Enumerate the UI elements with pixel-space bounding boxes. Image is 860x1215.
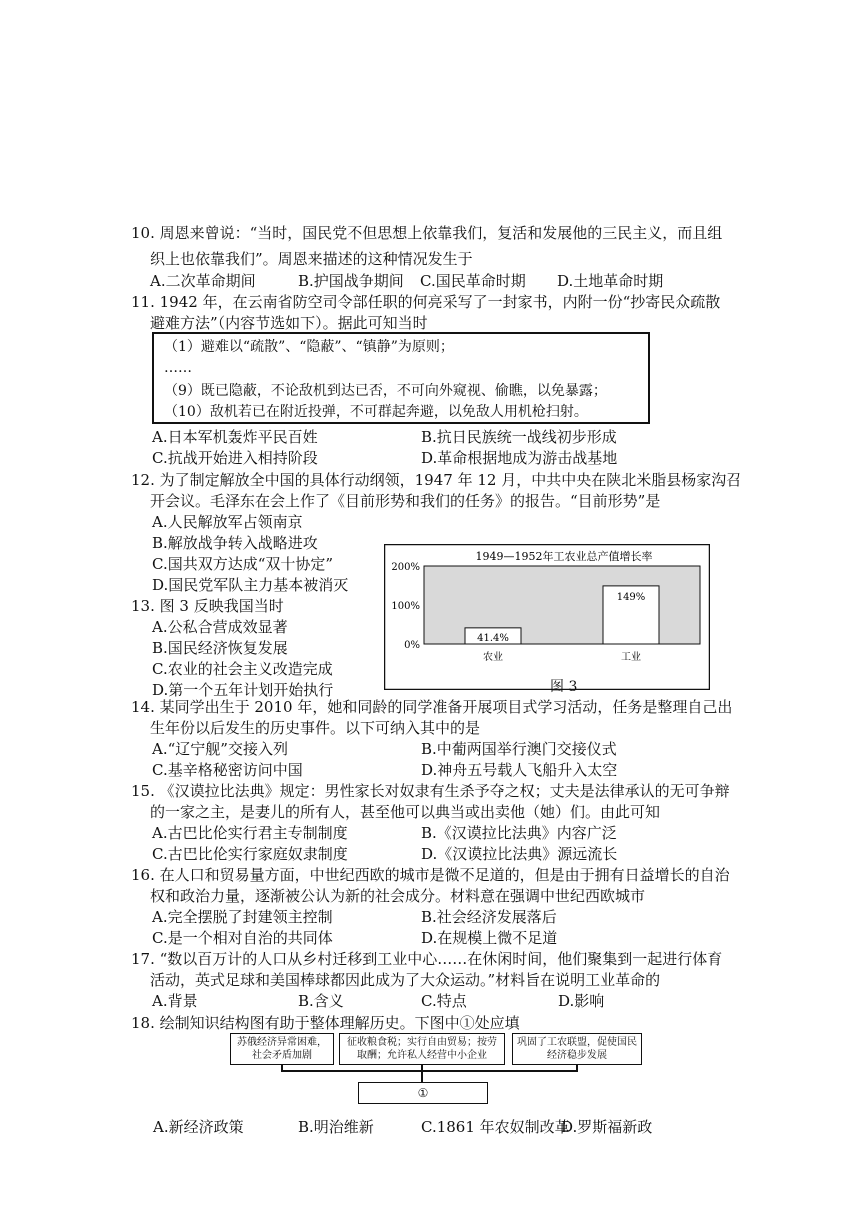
q12-stem-line1: 12. 为了制定解放全中国的具体行动纲领，1947 年 12 月，中共中央在陕北米脂县杨家沟召 xyxy=(131,471,742,489)
q13-option-b[interactable]: B.国民经济恢复发展 xyxy=(152,639,288,657)
q11-quote-line3: （9）既已隐蔽，不论敌机到达已否，不可向外窥视、偷瞧，以免暴露； xyxy=(164,383,607,399)
q10-option-c[interactable]: C.国民革命时期 xyxy=(420,272,526,290)
y-tick-label: 200% xyxy=(391,562,420,573)
q18-connector-horizontal xyxy=(281,1070,578,1072)
chart-title: 1949—1952年工农业总产值增长率 xyxy=(475,550,653,563)
q11-option-c[interactable]: C.抗战开始进入相持阶段 xyxy=(152,449,318,467)
q16-option-c[interactable]: C.是一个相对自治的共同体 xyxy=(152,929,333,947)
q18-option-a[interactable]: A.新经济政策 xyxy=(153,1118,244,1136)
q15-option-c[interactable]: C.古巴比伦实行家庭奴隶制度 xyxy=(152,845,348,863)
q11-quote-line1: （1）避难以“疏散”、“隐蔽”、“镇静”为原则； xyxy=(164,339,454,355)
q14-option-b[interactable]: B.中葡两国举行澳门交接仪式 xyxy=(421,740,617,758)
q12-option-d[interactable]: D.国民党军队主力基本被消灭 xyxy=(152,576,349,594)
q15-option-b[interactable]: B.《汉谟拉比法典》内容广泛 xyxy=(421,824,617,842)
q16-stem-line1: 16. 在人口和贸易量方面，中世纪西欧的城市是微不足道的，但是由于拥有日益增长的自治 xyxy=(131,866,730,884)
y-tick-label: 100% xyxy=(391,601,420,612)
q17-option-b[interactable]: B.含义 xyxy=(298,992,344,1010)
q11-option-b[interactable]: B.抗日民族统一战线初步形成 xyxy=(421,428,617,446)
q14-stem-line1: 14. 某同学出生于 2010 年，她和同龄的同学准备开展项目式学习活动，任务是整理自己出 xyxy=(131,698,733,716)
q12-option-c[interactable]: C.国共双方达成“双十协定” xyxy=(152,555,334,573)
bar-value-label: 41.4% xyxy=(477,633,509,644)
q16-option-b[interactable]: B.社会经济发展落后 xyxy=(421,908,557,926)
q17-option-c[interactable]: C.特点 xyxy=(421,992,467,1010)
q13-option-c[interactable]: C.农业的社会主义改造完成 xyxy=(152,660,333,678)
q12-stem-line2: 开会议。毛泽东在会上作了《目前形势和我们的任务》的报告。“目前形势”是 xyxy=(150,492,661,510)
figure-3-label: 图 3 xyxy=(550,679,578,695)
q17-stem-line2: 活动，英式足球和美国棒球都因此成为了大众运动。”材料旨在说明工业革命的 xyxy=(150,971,661,989)
bar-chart-svg xyxy=(384,544,710,690)
figure-3-chart xyxy=(384,544,710,690)
q18-option-d[interactable]: D.罗斯福新政 xyxy=(561,1118,653,1136)
q11-option-d[interactable]: D.革命根据地成为游击战基地 xyxy=(421,449,618,467)
q11-quote-line2: …… xyxy=(164,360,192,376)
q10-option-a[interactable]: A.二次革命期间 xyxy=(150,272,256,290)
q13-stem: 13. 图 3 反映我国当时 xyxy=(131,597,284,615)
y-tick-label: 0% xyxy=(404,640,420,651)
q13-option-d[interactable]: D.第一个五年计划开始执行 xyxy=(152,681,334,699)
q17-option-a[interactable]: A.背景 xyxy=(152,992,198,1010)
q10-stem-line2: 织上也依靠我们”。周恩来描述的这种情况发生于 xyxy=(150,250,473,268)
q18-structure-box-2: 征收粮食税；实行自由贸易；按劳取酬；允许私人经营中小企业 xyxy=(339,1033,505,1065)
q11-stem-line1: 11. 1942 年，在云南省防空司令部任职的何亮采写了一封家书，内附一份“抄寄民众疏散 xyxy=(131,293,721,311)
q14-option-c[interactable]: C.基辛格秘密访问中国 xyxy=(152,761,303,779)
q15-option-a[interactable]: A.古巴比伦实行君主专制制度 xyxy=(152,824,348,842)
q11-quote-box xyxy=(152,332,650,424)
q12-option-a[interactable]: A.人民解放军占领南京 xyxy=(152,513,303,531)
q15-stem-line1: 15. 《汉谟拉比法典》规定：男性家长对奴隶有生杀予夺之权；丈夫是法律承认的无可争辩 xyxy=(131,782,730,800)
q14-option-a[interactable]: A.“辽宁舰”交接入列 xyxy=(152,740,288,758)
q18-structure-box-3: 巩固了工农联盟，促使国民经济稳步发展 xyxy=(512,1033,642,1065)
bar-value-label: 149% xyxy=(616,591,646,603)
q18-blank-box: ① xyxy=(358,1082,488,1104)
q11-stem-line2: 避难方法”（内容节选如下）。据此可知当时 xyxy=(150,314,428,332)
q16-option-a[interactable]: A.完全摆脱了封建领主控制 xyxy=(152,908,333,926)
q15-option-d[interactable]: D.《汉谟拉比法典》源远流长 xyxy=(421,845,618,863)
q16-option-d[interactable]: D.在规模上微不足道 xyxy=(421,929,558,947)
q18-option-c[interactable]: C.1861 年农奴制改革 xyxy=(421,1118,570,1136)
q14-option-d[interactable]: D.神舟五号载人飞船升入太空 xyxy=(421,761,618,779)
q10-option-d[interactable]: D.土地革命时期 xyxy=(557,272,664,290)
x-category-label: 农业 xyxy=(483,652,503,663)
q11-quote-line4: （10）敌机若已在附近投弹，不可群起奔避，以免敌人用机枪扫射。 xyxy=(164,404,588,420)
q18-structure-box-1: 苏俄经济异常困难，社会矛盾加剧 xyxy=(230,1033,334,1065)
q11-option-a[interactable]: A.日本军机轰炸平民百姓 xyxy=(152,428,318,446)
q10-option-b[interactable]: B.护国战争期间 xyxy=(298,272,404,290)
q17-option-d[interactable]: D.影响 xyxy=(558,992,605,1010)
q16-stem-line2: 权和政治力量，逐渐被公认为新的社会成分。材料意在强调中世纪西欧城市 xyxy=(150,887,646,905)
q10-stem-line1: 10. 周恩来曾说：“当时，国民党不但思想上依靠我们，复活和发展他的三民主义，而且组 xyxy=(131,224,723,242)
q18-stem: 18. 绘制知识结构图有助于整体理解历史。下图中①处应填 xyxy=(131,1014,520,1032)
q13-option-a[interactable]: A.公私合营成效显著 xyxy=(152,618,288,636)
q18-option-b[interactable]: B.明治维新 xyxy=(298,1118,374,1136)
q14-stem-line2: 生年份以后发生的历史事件。以下可纳入其中的是 xyxy=(150,719,481,737)
q15-stem-line2: 的一家之主，是妻儿的所有人，甚至他可以典当或出卖他（她）们。由此可知 xyxy=(150,803,661,821)
x-category-label: 工业 xyxy=(621,652,641,663)
q17-stem-line1: 17. “数以百万计的人口从乡村迁移到工业中心……在休闲时间，他们聚集到一起进行体育 xyxy=(131,950,723,968)
q12-option-b[interactable]: B.解放战争转入战略进攻 xyxy=(152,534,318,552)
q18-connector-down xyxy=(421,1070,423,1082)
